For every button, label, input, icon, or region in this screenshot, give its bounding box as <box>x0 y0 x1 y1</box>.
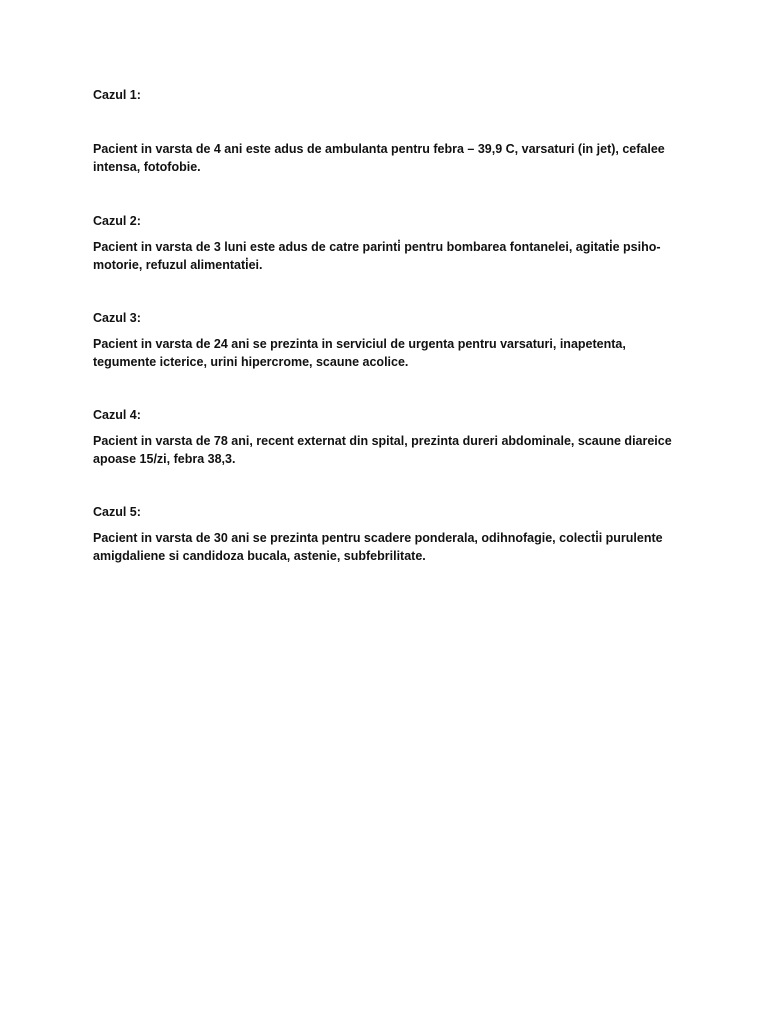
case-1 <box>93 86 673 176</box>
case-1-text: Pacient in varsta de 4 ani este adus de ambulanta pentru febra – 39,9 C, varsaturi (in jet), cefalee intensa, fotofobie. <box>93 142 665 174</box>
case-3-title: Cazul 3: <box>93 311 141 325</box>
case-5-text: Pacient in varsta de 30 ani se prezinta pentru scadere ponderala, odihnofagie, colecti̇i purulente amigdaliene si candidoza bucala, astenie, subfebrilitate. <box>93 531 663 563</box>
case-2-text: Pacient in varsta de 3 luni este adus de catre parinti̇ pentru bombarea fontanelei, agitati̇e psiho-motorie, refuzul alimentati̇ei. <box>93 240 661 272</box>
case-5 <box>93 503 673 565</box>
case-2-title: Cazul 2: <box>93 214 141 228</box>
case-2 <box>93 212 673 274</box>
case-3 <box>93 309 673 371</box>
case-4-title: Cazul 4: <box>93 408 141 422</box>
document-body <box>93 86 673 565</box>
case-3-text: Pacient in varsta de 24 ani se prezinta in serviciul de urgenta pentru varsaturi, inapetenta, tegumente icterice, urini hipercrome, scaune acolice. <box>93 337 626 369</box>
case-4 <box>93 406 673 468</box>
case-1-title: Cazul 1: <box>93 88 141 102</box>
case-4-text: Pacient in varsta de 78 ani, recent externat din spital, prezinta dureri abdominale, scaune diareice apoase 15/zi, febra 38,3. <box>93 434 672 466</box>
case-5-title: Cazul 5: <box>93 505 141 519</box>
